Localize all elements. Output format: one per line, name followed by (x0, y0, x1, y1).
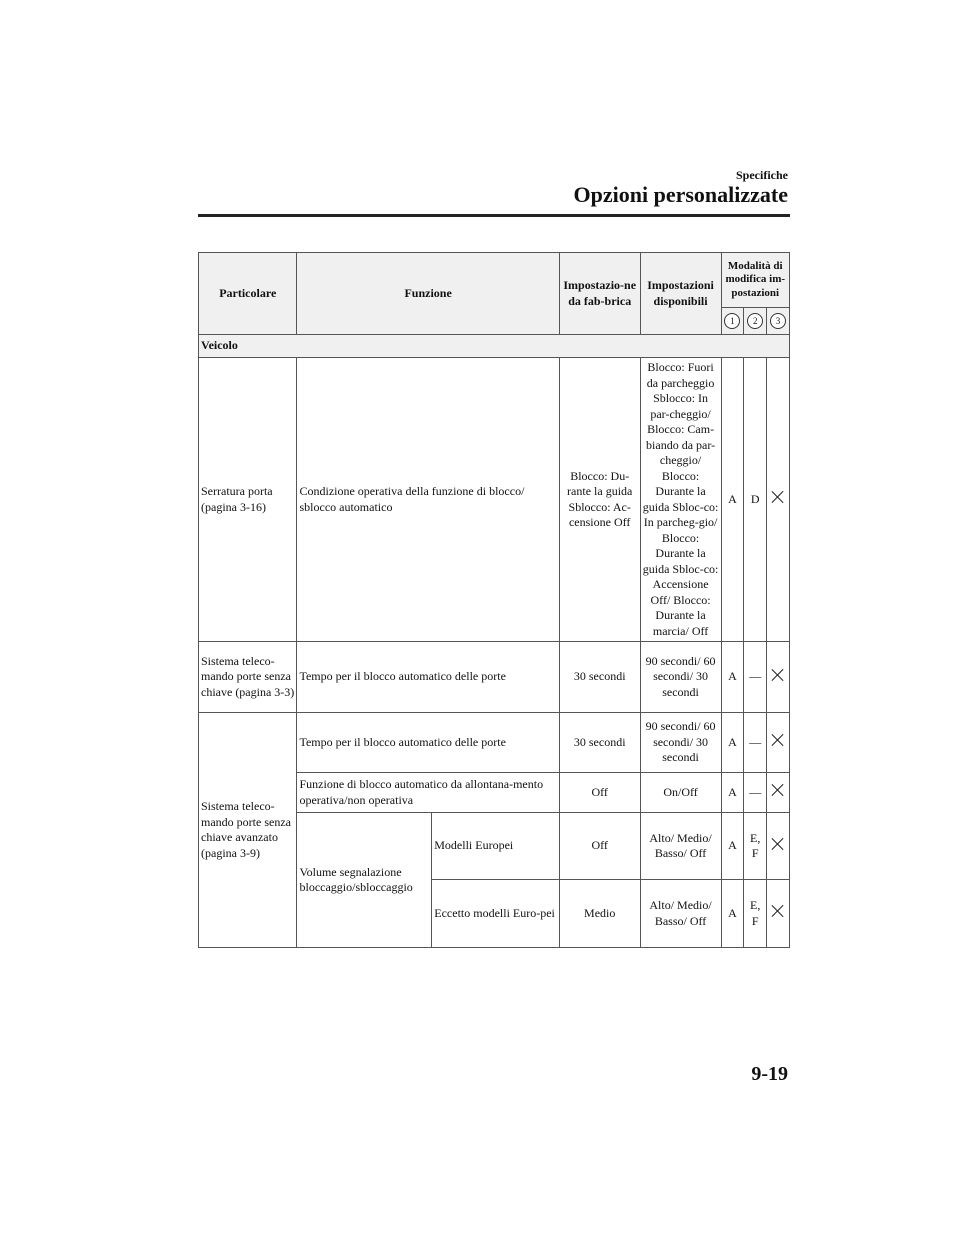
sub-condition-cell: Modelli Europei (432, 813, 560, 880)
available-cell: On/Off (640, 773, 721, 813)
cross-mark-icon (772, 669, 784, 681)
item-cell: Serratura porta (pagina 3-16) (199, 358, 297, 642)
cross-mark-icon (772, 838, 784, 850)
mode-3-cell (767, 773, 790, 813)
function-cell: Tempo per il blocco automatico delle porte (297, 642, 559, 713)
mode-1-cell: A (721, 813, 744, 880)
column-header-modes: Modalità di modifica im-postazioni (721, 253, 790, 308)
factory-cell: Off (559, 773, 640, 813)
function-cell: Volume segnalazione bloccaggio/sbloccaggio (297, 813, 432, 948)
cross-mark-icon (772, 491, 784, 503)
page-number: 9-19 (751, 1063, 788, 1085)
function-cell: Condizione operativa della funzione di blocco/ sblocco automatico (297, 358, 559, 642)
cross-mark-icon (772, 734, 784, 746)
column-header-item: Particolare (199, 253, 297, 335)
mode-number-1: 1 (724, 313, 740, 329)
mode-2-cell: D (744, 358, 767, 642)
cross-mark-icon (772, 784, 784, 796)
mode-2-cell: — (744, 713, 767, 773)
item-cell: Sistema teleco-mando porte senza chiave (pagina 3-3) (199, 642, 297, 713)
sub-condition-cell: Eccetto modelli Euro-pei (432, 880, 560, 948)
mode-1-cell: A (721, 642, 744, 713)
column-header-function: Funzione (297, 253, 559, 335)
header-rule (198, 214, 790, 217)
options-table (198, 252, 790, 948)
available-cell: Blocco: Fuori da parcheggio Sblocco: In par-cheggio/ Blocco: Cam-biando da par-cheggio/ Blocco: Durante la guida Sbloc-co: In parcheg-gio/ Blocco: Durante la guida Sbloc-co: Accensione Off/ Blocco: Durante la marcia/ Off (640, 358, 721, 642)
mode-2-cell: — (744, 642, 767, 713)
factory-cell: Medio (559, 880, 640, 948)
table-row (199, 358, 790, 642)
mode-3-cell (767, 642, 790, 713)
available-cell: 90 secondi/ 60 secondi/ 30 secondi (640, 642, 721, 713)
mode-3-cell (767, 713, 790, 773)
mode-1-cell: A (721, 880, 744, 948)
mode-2-cell: E, F (744, 813, 767, 880)
mode-number-2: 2 (747, 313, 763, 329)
mode-3-cell (767, 813, 790, 880)
mode-1-cell: A (721, 358, 744, 642)
page-title: Opzioni personalizzate (573, 182, 788, 207)
mode-3-header (767, 308, 790, 335)
mode-2-header (744, 308, 767, 335)
mode-3-cell (767, 358, 790, 642)
cross-mark-icon (772, 905, 784, 917)
available-cell: Alto/ Medio/ Basso/ Off (640, 880, 721, 948)
section-label: Veicolo (199, 335, 790, 358)
available-cell: 90 secondi/ 60 secondi/ 30 secondi (640, 713, 721, 773)
mode-1-cell: A (721, 713, 744, 773)
mode-3-cell (767, 880, 790, 948)
mode-number-3: 3 (770, 313, 786, 329)
factory-cell: Blocco: Du-rante la guida Sblocco: Ac-censione Off (559, 358, 640, 642)
function-cell: Tempo per il blocco automatico delle porte (297, 713, 559, 773)
function-cell: Funzione di blocco automatico da allontana-mento operativa/non operativa (297, 773, 559, 813)
column-header-available: Impostazioni disponibili (640, 253, 721, 335)
factory-cell: 30 secondi (559, 642, 640, 713)
factory-cell: 30 secondi (559, 713, 640, 773)
section-header: Specifiche (736, 168, 788, 182)
available-cell: Alto/ Medio/ Basso/ Off (640, 813, 721, 880)
mode-1-cell: A (721, 773, 744, 813)
table-row (199, 713, 790, 773)
item-cell: Sistema teleco-mando porte senza chiave avanzato (pagina 3-9) (199, 713, 297, 948)
mode-2-cell: E, F (744, 880, 767, 948)
mode-1-header (721, 308, 744, 335)
mode-2-cell: — (744, 773, 767, 813)
factory-cell: Off (559, 813, 640, 880)
column-header-factory: Impostazio-ne da fab-brica (559, 253, 640, 335)
table-row (199, 642, 790, 713)
